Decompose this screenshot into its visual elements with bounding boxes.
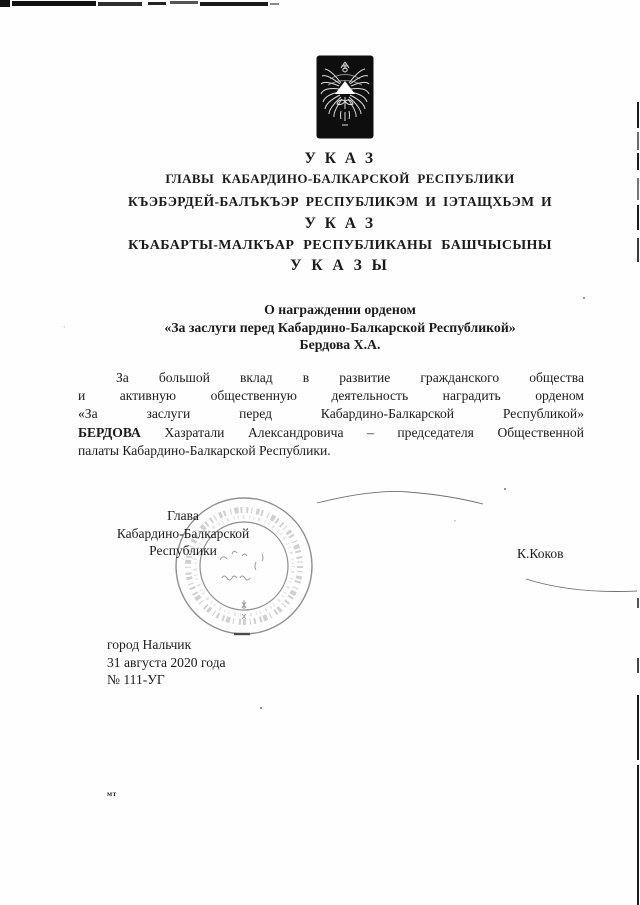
subject-line: Бердова Х.А. [299, 337, 381, 353]
decree-city: город Нальчик [107, 637, 192, 652]
scan-artifact-right-edge [637, 765, 639, 905]
body-line: За большой вклад в развитие гражданского общества [116, 370, 584, 385]
scan-artifact-top-bar [270, 3, 279, 5]
decree-title-balkar: У К А З Ы [290, 257, 390, 274]
scan-artifact-right-edge [637, 102, 639, 128]
body-line-text: Хазратали Александровича – председателя Общественной [140, 424, 584, 440]
issuer-kabardian: КЪЭБЭРДЕЙ-БАЛЪКЪЭР РЕСПУБЛИКЭМ И IЭТАЩХЬЭМ И [127, 194, 553, 209]
scan-artifact-top-bar [200, 2, 268, 6]
signatory-title-line: Республики [149, 543, 217, 558]
scan-speckle [260, 707, 262, 709]
scan-artifact-top-bar [148, 2, 166, 5]
scan-artifact-arc [313, 486, 487, 508]
scan-speckle: ` [63, 325, 66, 334]
scan-artifact-right-edge [637, 658, 639, 673]
body-line: «За заслуги перед Кабардино-Балкарской Республикой» [78, 406, 584, 422]
scan-speckle [504, 488, 506, 490]
clerk-initials-note: мт [107, 789, 117, 798]
signatory-title-line: Кабардино-Балкарской [116, 525, 250, 541]
decree-date: 31 августа 2020 года [107, 654, 226, 670]
scan-speckle: , [454, 514, 456, 523]
body-line [78, 424, 584, 442]
scan-artifact-right-edge [637, 598, 639, 608]
scan-artifact-top-bar [0, 0, 10, 7]
subject-line: О награждении орденом [264, 302, 416, 317]
decree-body-paragraph [78, 369, 584, 460]
scan-artifact-arc [523, 575, 640, 597]
signatory-title [97, 507, 269, 560]
subject-line: «За заслуги перед Кабардино-Балкарской Республикой» [164, 319, 516, 335]
awardee-surname: БЕРДОВА [78, 424, 141, 440]
body-line: палаты Кабардино-Балкарской Республики. [78, 442, 331, 458]
scan-artifact-right-edge [637, 132, 639, 150]
signatory-name: К.Коков [517, 546, 564, 561]
kbr-coat-of-arms-icon [316, 55, 374, 139]
issuer-ru: ГЛАВЫ КАБАРДИНО-БАЛКАРСКОЙ РЕСПУБЛИКИ [165, 171, 515, 186]
scan-artifact-top-bar [170, 1, 198, 4]
scan-artifact-top-bar [98, 2, 142, 6]
decree-title-kabardian: У К А З [304, 215, 376, 232]
decree-number: № 111-УГ [107, 672, 165, 688]
scan-speckle [583, 297, 585, 299]
place-date-block [107, 636, 226, 689]
issuer-balkar: КЪАБАРТЫ-МАЛКЪАР РЕСПУБЛИКАНЫ БАШЧЫСЫНЫ [128, 238, 552, 253]
decree-title-ru: У К А З [304, 150, 376, 167]
body-line: и активную общественную деятельность наградить орденом [78, 388, 584, 404]
scan-artifact-top-bar [12, 1, 96, 6]
signatory-title-line: Глава [167, 508, 199, 523]
decree-subject [40, 301, 640, 354]
scan-artifact-right-edge [637, 695, 639, 760]
